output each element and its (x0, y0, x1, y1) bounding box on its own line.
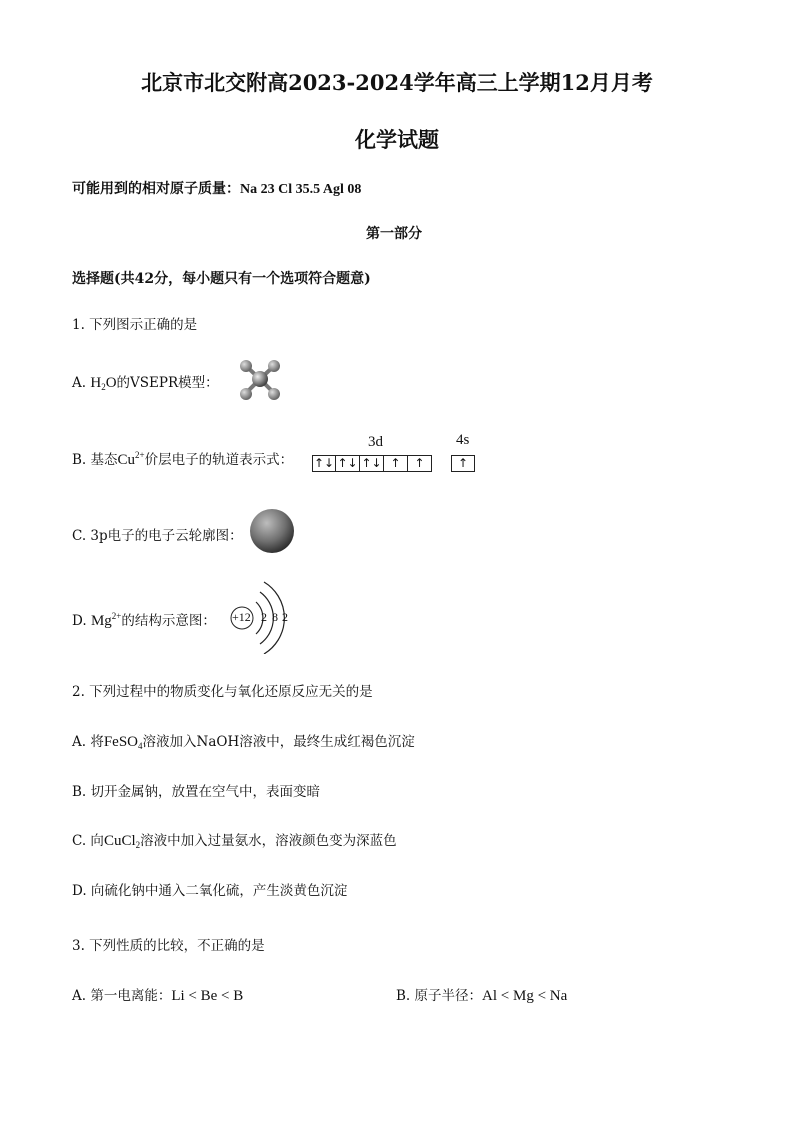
nucleus-charge: +12 (232, 610, 251, 624)
orbital-3d-box: ↑↓ (336, 455, 360, 472)
atomic-mass-label: 可能用到的相对原子质量： (72, 181, 240, 197)
q3-b-formula: Al < Mg < Na (482, 988, 568, 1004)
q3-option-b: B. 原子半径：Al < Mg < Na (396, 988, 568, 1004)
q1-option-d: D. $Mg^{2+}$的结构示意图： (72, 611, 216, 629)
q2-option-b: B. 切开金属钠，放置在空气中，表面变暗 (72, 784, 321, 800)
q1-option-c: C. 3p电子的电子云轮廓图： (72, 528, 243, 544)
electron-cloud-image (248, 508, 298, 554)
q1-d-ion: $Mg^{2+}$ (90, 611, 122, 629)
orbital-3d-boxes (312, 455, 432, 472)
atomic-mass-line (72, 178, 361, 198)
q1-b-ion: $Cu^{2+}$ (117, 450, 145, 468)
q2-c-formula: CuCl$_2$ (103, 833, 141, 850)
orbital-3d-box: ↑ (384, 455, 408, 472)
shell-3-count: 2 (282, 610, 288, 624)
part-heading: 第一部分 (366, 226, 422, 242)
q2-option-a: A. 将FeSO$_4$溶液加入NaOH溶液中，最终生成红褐色沉淀 (72, 734, 415, 751)
atomic-structure-diagram (228, 578, 298, 654)
shell-2-count: 8 (272, 610, 278, 624)
q3-option-a: A. 第一电离能：Li < Be < B (72, 988, 244, 1004)
q1-option-a: A. $H_2O$的VSEPR模型： (72, 375, 219, 392)
orbital-4s-box: ↑ (451, 455, 475, 472)
q3-stem: 3. 下列性质的比较，不正确的是 (72, 938, 265, 954)
section-heading: 选择题(共42分，每小题只有一个选项符合题意) (72, 271, 371, 287)
q3-a-formula: Li < Be < B (171, 988, 244, 1004)
orbital-3d-box: ↑↓ (313, 456, 335, 470)
shell-1-count: 2 (261, 610, 267, 624)
orbital-4s-label: 4s (456, 432, 470, 448)
atomic-mass-values: Na 23 Cl 35.5 Agl 08 (240, 182, 362, 197)
orbital-3d-box: ↑↓ (360, 455, 384, 472)
q1-a-formula: $H_2O$ (90, 375, 117, 392)
orbital-3d-label: 3d (368, 434, 383, 450)
q2-option-d: D. 向硫化钠中通入二氧化硫，产生淡黄色沉淀 (72, 883, 348, 899)
q2-stem: 2. 下列过程中的物质变化与氧化还原反应无关的是 (72, 684, 373, 700)
page-subtitle: 化学试题 (355, 127, 439, 152)
orbital-3d-box: ↑ (408, 455, 432, 472)
q1-option-b: B. 基态$Cu^{2+}$价层电子的轨道表示式： (72, 450, 294, 468)
q2-option-c: C. 向CuCl$_2$溶液中加入过量氨水，溶液颜色变为深蓝色 (72, 833, 397, 850)
vsepr-model-image (236, 357, 286, 403)
q1-stem: 1. 下列图示正确的是 (72, 317, 198, 333)
page-title: 北京市北交附高2023-2024学年高三上学期12月月考 (141, 70, 653, 95)
orbital-4s-boxes (451, 455, 475, 472)
q2-a-formula: FeSO$_4$ (103, 734, 143, 751)
